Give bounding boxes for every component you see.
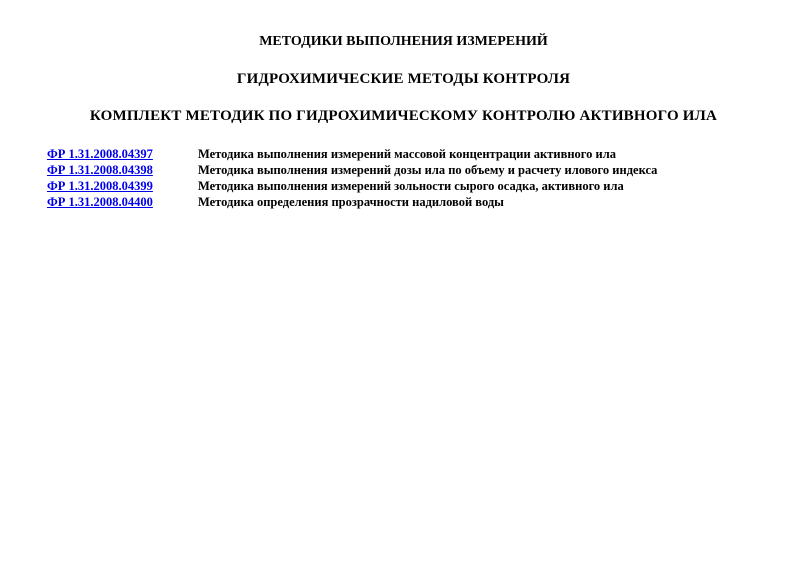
method-code-link[interactable]: ФР 1.31.2008.04398 — [47, 163, 153, 177]
list-item — [47, 195, 767, 211]
methods-list — [47, 147, 767, 211]
list-item — [47, 163, 767, 179]
list-item — [47, 147, 767, 163]
method-code-link[interactable]: ФР 1.31.2008.04397 — [47, 147, 153, 161]
list-item — [47, 179, 767, 195]
method-title: Методика определения прозрачности надиловой воды — [198, 195, 504, 209]
collection-heading: КОМПЛЕКТ МЕТОДИК ПО ГИДРОХИМИЧЕСКОМУ КОНТРОЛЮ АКТИВНОГО ИЛА — [89, 108, 718, 124]
document-heading: МЕТОДИКИ ВЫПОЛНЕНИЯ ИЗМЕРЕНИЙ — [259, 34, 548, 49]
method-code-link[interactable]: ФР 1.31.2008.04399 — [47, 179, 153, 193]
section-heading: ГИДРОХИМИЧЕСКИЕ МЕТОДЫ КОНТРОЛЯ — [236, 71, 571, 87]
method-title: Методика выполнения измерений зольности сырого осадка, активного ила — [198, 179, 624, 193]
method-title: Методика выполнения измерений дозы ила по объему и расчету илового индекса — [198, 163, 658, 177]
method-title: Методика выполнения измерений массовой концентрации активного ила — [198, 147, 616, 161]
method-code-link[interactable]: ФР 1.31.2008.04400 — [47, 195, 153, 209]
